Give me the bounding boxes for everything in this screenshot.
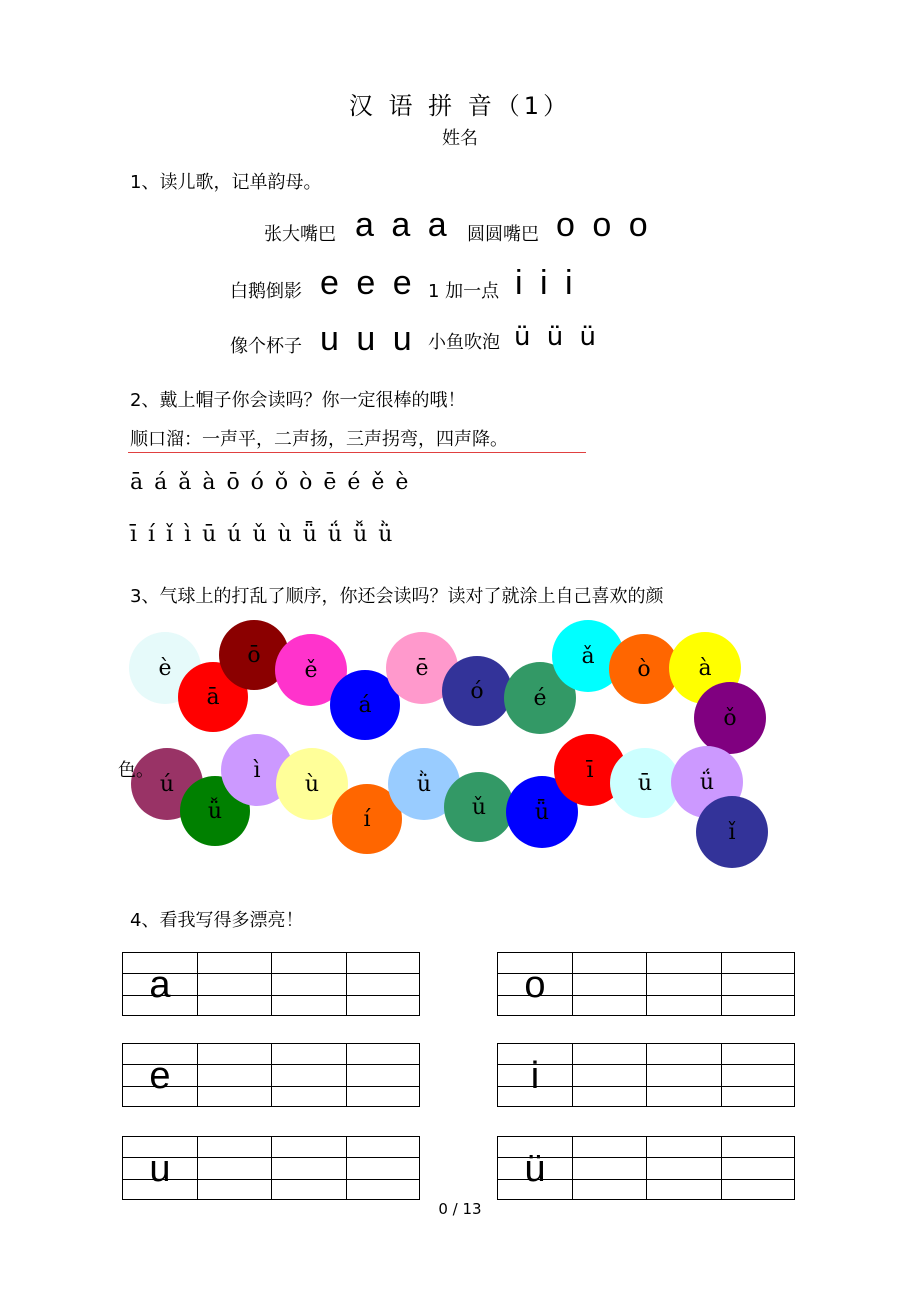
rhyme-letters: o o o bbox=[556, 206, 652, 244]
grid-letter: i bbox=[530, 1054, 540, 1097]
balloon-label: ò bbox=[637, 656, 651, 682]
balloon-label: ù bbox=[304, 771, 320, 797]
rhyme-letters: i i i bbox=[515, 264, 577, 302]
balloon-label: ě bbox=[304, 657, 318, 683]
q2-heading: 2、戴上帽子你会读吗？你一定很棒的哦！ bbox=[130, 390, 466, 411]
writing-grid[interactable] bbox=[497, 1043, 795, 1107]
balloon-label: à bbox=[698, 655, 712, 681]
grid-letter: e bbox=[149, 1054, 171, 1097]
rhyme-text: 小鱼吹泡 bbox=[428, 332, 500, 353]
balloon-label: í bbox=[363, 806, 371, 832]
rhyme-letters: e e e bbox=[320, 264, 416, 302]
balloon-label: ǘ bbox=[699, 769, 715, 795]
balloon-label: ǐ bbox=[728, 819, 736, 845]
balloon-label: ǖ bbox=[534, 799, 550, 825]
balloon[interactable] bbox=[696, 796, 768, 868]
rhyme-text: 白鹅倒影 bbox=[230, 281, 302, 302]
q4-heading: 4、看我写得多漂亮！ bbox=[130, 910, 304, 931]
balloon-label: ǜ bbox=[416, 771, 432, 797]
balloon-label: ǒ bbox=[723, 705, 737, 731]
writing-grid[interactable] bbox=[497, 1136, 795, 1200]
balloon-label: á bbox=[358, 692, 372, 718]
writing-grid[interactable] bbox=[122, 1136, 420, 1200]
balloon-label: ú bbox=[159, 771, 175, 797]
q1-heading: 1、读儿歌，记单韵母。 bbox=[130, 172, 322, 193]
balloon-label: ó bbox=[470, 678, 484, 704]
balloon[interactable] bbox=[444, 772, 514, 842]
rhyme-letters: ü ü ü bbox=[514, 322, 600, 352]
balloon-label: ì bbox=[253, 757, 261, 783]
writing-grid[interactable] bbox=[122, 952, 420, 1016]
rhyme-text: 像个杯子 bbox=[230, 336, 302, 357]
grid-letter: a bbox=[149, 963, 171, 1006]
rhyme-letters: a a a bbox=[355, 206, 451, 244]
balloon[interactable] bbox=[442, 656, 512, 726]
page-title: 汉 语 拼 音（1） bbox=[348, 92, 572, 120]
balloon-label: ō bbox=[247, 642, 261, 668]
balloon-label: è bbox=[158, 655, 172, 681]
name-label: 姓名 bbox=[442, 128, 478, 149]
balloon-label: ǚ bbox=[207, 798, 223, 824]
tone-line-1: ā á ǎ à ō ó ǒ ò ē é ě è bbox=[130, 470, 411, 495]
tone-line-2: ī í ǐ ì ū ú ǔ ù ǖ ǘ ǚ ǜ bbox=[130, 522, 395, 547]
rhyme-text: 张大嘴巴 bbox=[264, 224, 336, 245]
underline bbox=[128, 452, 586, 453]
q3-heading-end: 色。 bbox=[118, 760, 154, 781]
rhyme-text: 1 加一点 bbox=[428, 281, 500, 302]
grid-letter: u bbox=[149, 1147, 171, 1190]
rhyme-letters: u u u bbox=[320, 320, 416, 358]
balloon[interactable] bbox=[694, 682, 766, 754]
rhyme-text: 圆圆嘴巴 bbox=[467, 224, 539, 245]
page-number: 0 / 13 bbox=[438, 1200, 482, 1218]
grid-letter: ü bbox=[524, 1147, 546, 1190]
writing-grid[interactable] bbox=[122, 1043, 420, 1107]
balloon-label: ǔ bbox=[471, 794, 487, 820]
balloon-label: ū bbox=[637, 770, 653, 796]
balloon-label: ē bbox=[415, 655, 429, 681]
balloon[interactable] bbox=[610, 748, 680, 818]
q3-heading: 3、气球上的打乱了顺序，你还会读吗？读对了就涂上自己喜欢的颜 bbox=[130, 586, 664, 607]
q2-rhyme: 顺口溜：一声平，二声扬，三声拐弯，四声降。 bbox=[130, 429, 508, 450]
balloon-label: ǎ bbox=[581, 643, 595, 669]
grid-letter: o bbox=[524, 963, 546, 1006]
balloon-label: é bbox=[533, 685, 547, 711]
balloon-label: ī bbox=[586, 757, 594, 783]
writing-grid[interactable] bbox=[497, 952, 795, 1016]
balloon-label: ā bbox=[206, 684, 220, 710]
